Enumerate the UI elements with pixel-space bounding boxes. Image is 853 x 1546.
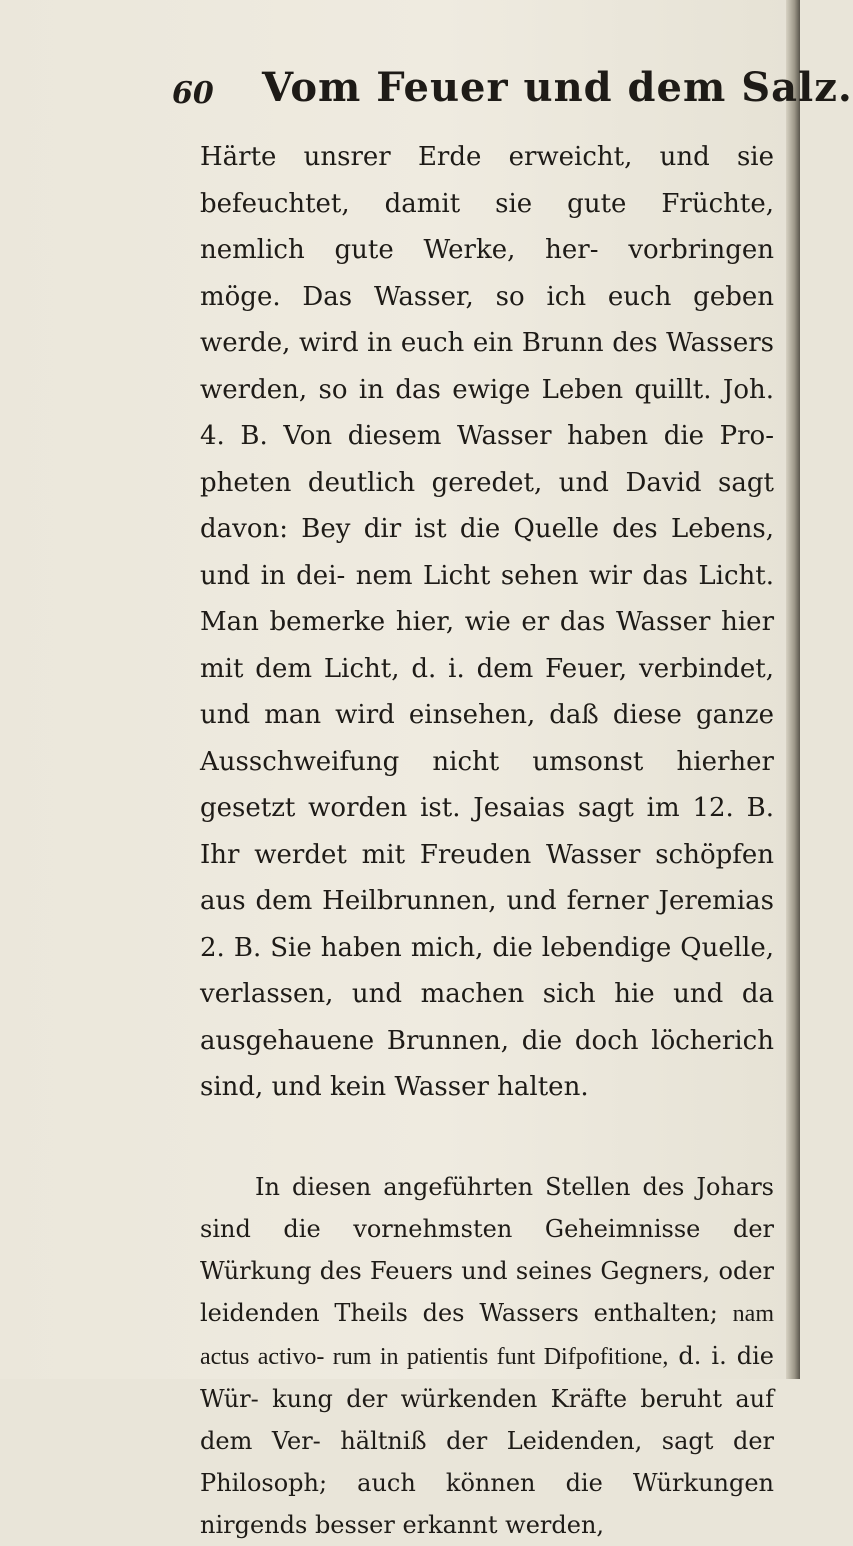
paragraph-1: Härte unsrer Erde erweicht, und sie befeuchtet, damit sie gute Früchte, nemlich gute Werke, her- vorbringen möge. Das Wasser, so ich euch geben werde, wird in euch ein Brunn des Wassers werden, so in das ewige Leben quillt. Joh. 4. B. Von diesem Wasser haben die Pro- pheten deutlich geredet, und David sagt davon: Bey dir ist die Quelle des Lebens, und in dei- nem Licht sehen wir das Licht. Man bemerke hier, wie er das Wasser hier mit dem Licht, d. i. dem Feuer, verbindet, und man wird einsehen, daß diese ganze Ausschweifung nicht umsonst hierher gesetzt worden ist. Jesaias sagt im 12. B. Ihr werdet mit Freuden Wasser schöpfen aus dem Heilbrunnen, und ferner Jeremias 2. B. Sie haben mich, die lebendige Quelle, verlassen, und machen sich hie und da ausgehauene Brunnen, die doch löcherich sind, und kein Wasser halten.: [200, 142, 774, 1102]
latin-quotation: nam actus activo- rum in patientis funt Difpofitione,: [200, 1300, 774, 1370]
running-head: Vom Feuer und dem Salz.: [262, 64, 853, 111]
page-header: [172, 60, 853, 130]
page-edge-shadow: [786, 0, 800, 1379]
paragraph-2: [200, 1166, 774, 1546]
page-body: [200, 134, 774, 1546]
page-number: 60: [172, 76, 214, 111]
paragraph-2-part-a: In diesen angeführten Stellen des Johars sind die vornehmsten Geheimnisse der Würkung des Feuers und seines Gegners, oder leidenden Theils des Wassers enthalten;: [200, 1172, 774, 1327]
paragraph-2-part-b: d. i. die Wür- kung der würkenden Kräfte beruht auf dem Ver- hältniß der Leidenden, sagt der Philosoph; auch können die Würkungen nirgends besser erkannt werden,: [200, 1341, 775, 1539]
